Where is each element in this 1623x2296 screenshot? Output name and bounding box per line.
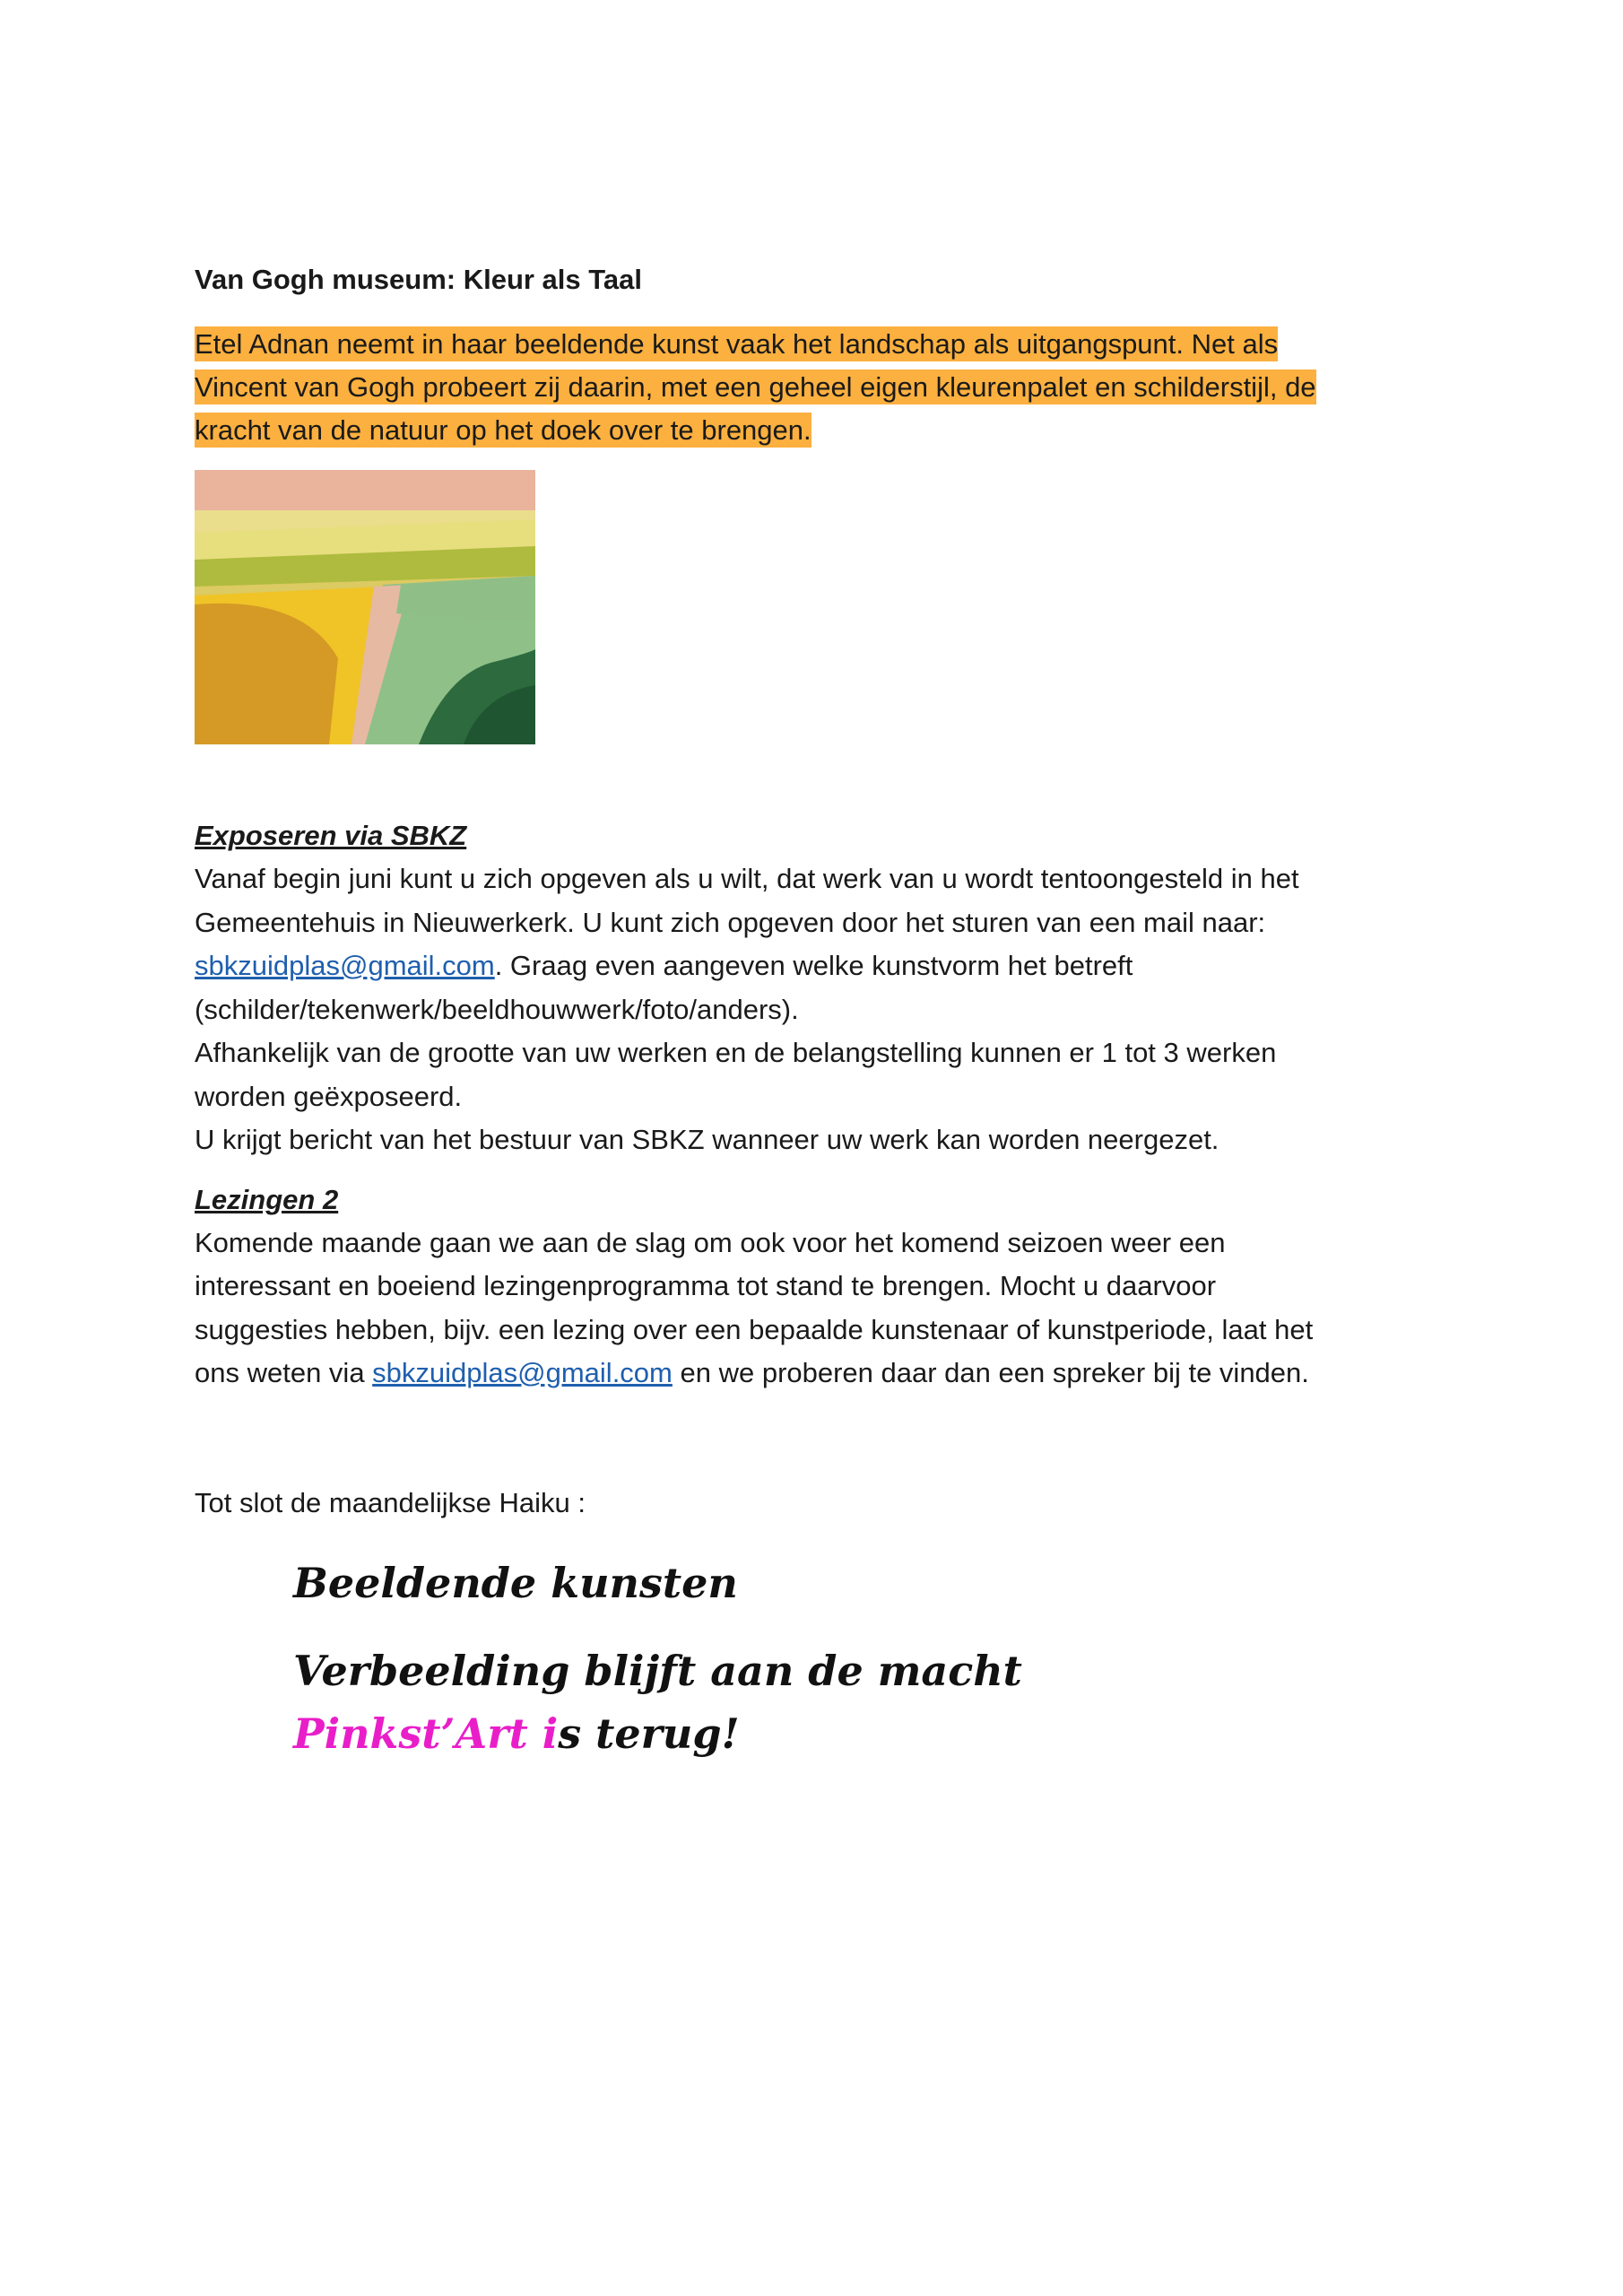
- lezingen-line-4-start: ons weten via: [195, 1357, 373, 1388]
- exposeren-line-5: Afhankelijk van de grootte van uw werken en de belangstelling kunnen er 1 tot 3 werken: [195, 1037, 1277, 1068]
- haiku-pink-i: i: [542, 1709, 559, 1758]
- haiku-poem: [293, 1552, 1022, 1765]
- exposeren-email-link[interactable]: sbkzuidplas@gmail.com: [195, 950, 495, 981]
- section-exposeren: [195, 814, 1450, 1162]
- haiku-line-3-rest: s terug!: [558, 1709, 740, 1758]
- haiku-line-3: [293, 1702, 1022, 1765]
- section-lezingen: [195, 1178, 1450, 1396]
- exposeren-heading: Exposeren via SBKZ: [195, 820, 467, 851]
- lezingen-line-4-end: en we proberen daar dan een spreker bij te vinden.: [672, 1357, 1309, 1388]
- exposeren-line-7: U krijgt bericht van het bestuur van SBKZ wanneer uw werk kan worden neergezet.: [195, 1124, 1219, 1155]
- exposeren-line-6: worden geëxposeerd.: [195, 1080, 463, 1112]
- exposeren-body: [195, 857, 1450, 1162]
- intro-line-2: Vincent van Gogh probeert zij daarin, met een geheel eigen kleurenpalet en schilderstijl, de: [195, 371, 1316, 403]
- haiku-pinkstart-text: Pinkst’Art: [293, 1709, 542, 1758]
- lezingen-body: [195, 1222, 1450, 1396]
- lezingen-line-3: suggesties hebben, bijv. een lezing over een bepaalde kunstenaar of kunstperiode, laat het: [195, 1313, 1314, 1345]
- haiku-line-2: Verbeelding blijft aan de macht: [293, 1647, 1022, 1695]
- exposeren-line-4: (schilder/tekenwerk/beeldhouwwerk/foto/anders).: [195, 993, 799, 1025]
- intro-line-3: kracht van de natuur op het doek over te brengen.: [195, 414, 812, 446]
- closing-text: Tot slot de maandelijkse Haiku :: [195, 1486, 586, 1518]
- lezingen-email-link[interactable]: sbkzuidplas@gmail.com: [372, 1357, 673, 1388]
- lezingen-line-2: interessant en boeiend lezingenprogramma tot stand te brengen. Mocht u daarvoor: [195, 1270, 1217, 1301]
- document-content: [195, 262, 1450, 1525]
- haiku-line-1: Beeldende kunsten: [293, 1559, 738, 1607]
- intro-line-1: Etel Adnan neemt in haar beeldende kunst vaak het landschap als uitgangspunt. Net als: [195, 328, 1279, 360]
- lezingen-heading: Lezingen 2: [195, 1183, 339, 1215]
- exposeren-line-2: Gemeentehuis in Nieuwerkerk. U kunt zich opgeven door het sturen van een mail naar:: [195, 906, 1266, 938]
- exposeren-line-3: . Graag even aangeven welke kunstvorm het betreft: [494, 950, 1133, 981]
- intro-paragraph: [195, 323, 1450, 452]
- landscape-painting-image: [195, 470, 535, 744]
- article-title: Van Gogh museum: Kleur als Taal: [195, 264, 642, 295]
- exposeren-line-1: Vanaf begin juni kunt u zich opgeven als u wilt, dat werk van u wordt tentoongesteld in het: [195, 863, 1299, 894]
- lezingen-line-1: Komende maande gaan we aan de slag om ook voor het komend seizoen weer een: [195, 1226, 1226, 1258]
